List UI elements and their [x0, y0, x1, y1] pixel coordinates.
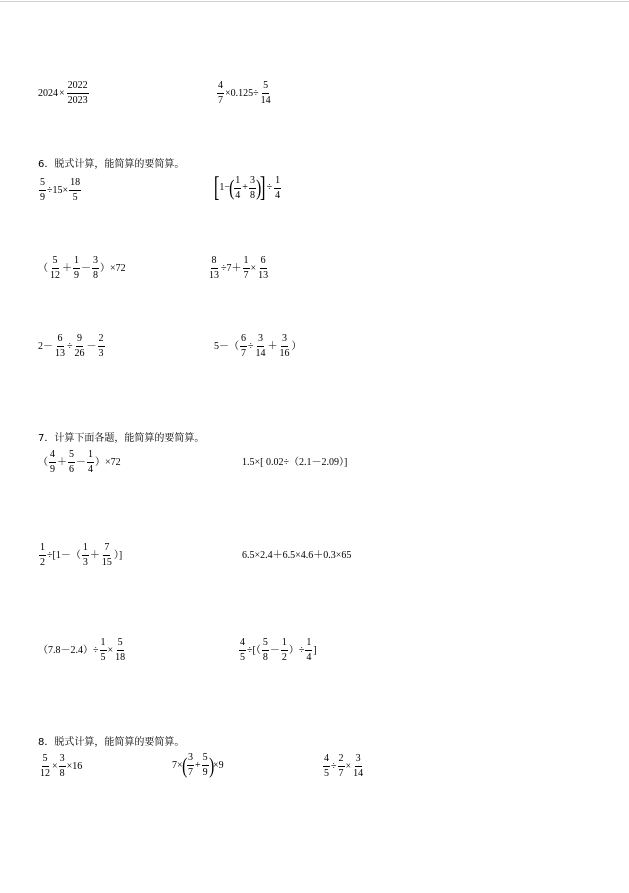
problem-top-a [38, 81, 90, 106]
section-6-problem-4: $\frac{8}{13}$ ÷7＋ $\frac{1}{7}$ × $\frac{6}{13}$ [209, 255, 269, 281]
section-6-problem-6: 5－（ $\frac{6}{7}$ ÷ $\frac{3}{14}$ ＋ $\frac{3}{16}$ ） [214, 333, 302, 359]
left-paren: ( [181, 752, 187, 778]
section-7-problem-1: （ $\frac{4}{9}$ ＋ $\frac{5}{6}$ － $\frac{1}{4}$ ） ×72 [38, 449, 121, 475]
section-7-problem-3: $\frac{1}{2}$ ÷[1－（ $\frac{1}{3}$ ＋ $\frac{7}{15}$ ）] [40, 542, 123, 568]
left-paren: ( [229, 175, 235, 200]
left-bracket: [ [213, 172, 220, 203]
section-7-problem-4: 6.5×2.4＋6.5×4.6＋0.3×65 [242, 550, 352, 561]
fraction: $\frac{5}{14}$ [260, 80, 271, 106]
section-6-problem-2: [ 1− ( $\frac{1}{4}$ + $\frac{3}{8}$ ) ] ÷ $\frac{1}{4}$ [213, 172, 281, 203]
section-8-problem-3: $\frac{4}{5}$ ÷ $\frac{2}{7}$ × $\frac{3}{14}$ [324, 753, 364, 779]
page-top-border [0, 1, 629, 2]
problem-top-b [216, 81, 273, 106]
fraction: $\frac{4}{7}$ [218, 80, 223, 106]
section-7-problem-6: $\frac{4}{5}$ ÷[（ $\frac{5}{8}$ － $\frac{1}{2}$ ）÷ $\frac{1}{4}$ ] [240, 637, 317, 663]
operator: × [59, 87, 65, 99]
section-6-problem-5: 2－ $\frac{6}{13}$ ÷ $\frac{9}{26}$ － $\frac{2}{3}$ [38, 333, 104, 359]
section-7-problem-2: 1.5×[ 0.02÷（2.1－2.09）] [242, 457, 348, 468]
section-8-problem-1: $\frac{5}{12}$ × $\frac{3}{8}$ ×16 [40, 753, 83, 779]
right-paren: ) [208, 752, 214, 778]
right-paren: ) [256, 175, 262, 200]
fraction: $\frac{2022}{2023}$ [67, 80, 88, 106]
section-7-problem-5: （7.8－2.4）÷ $\frac{1}{5}$ × $\frac{5}{18}$ [38, 637, 126, 663]
section-8-problem-2: 7× ( $\frac{3}{7}$ + $\frac{5}{9}$ ) ×9 [172, 752, 224, 778]
integer: 2024 [38, 87, 58, 99]
section-6-problem-1: $\frac{5}{9}$ ÷15× $\frac{18}{5}$ [40, 177, 81, 203]
section-6-title: 6．脱式计算，能简算的要简算。 [38, 159, 185, 170]
right-bracket: ] [260, 172, 266, 203]
section-7-title: 7．计算下面各题，能简算的要简算。 [38, 433, 205, 444]
expression-text: ×0.125÷ [225, 87, 259, 99]
section-6-problem-3: （ $\frac{5}{12}$ ＋ $\frac{1}{9}$ － $\frac{3}{8}$ ） ×72 [38, 255, 126, 281]
section-8-title: 8．脱式计算，能简算的要简算。 [38, 737, 185, 748]
